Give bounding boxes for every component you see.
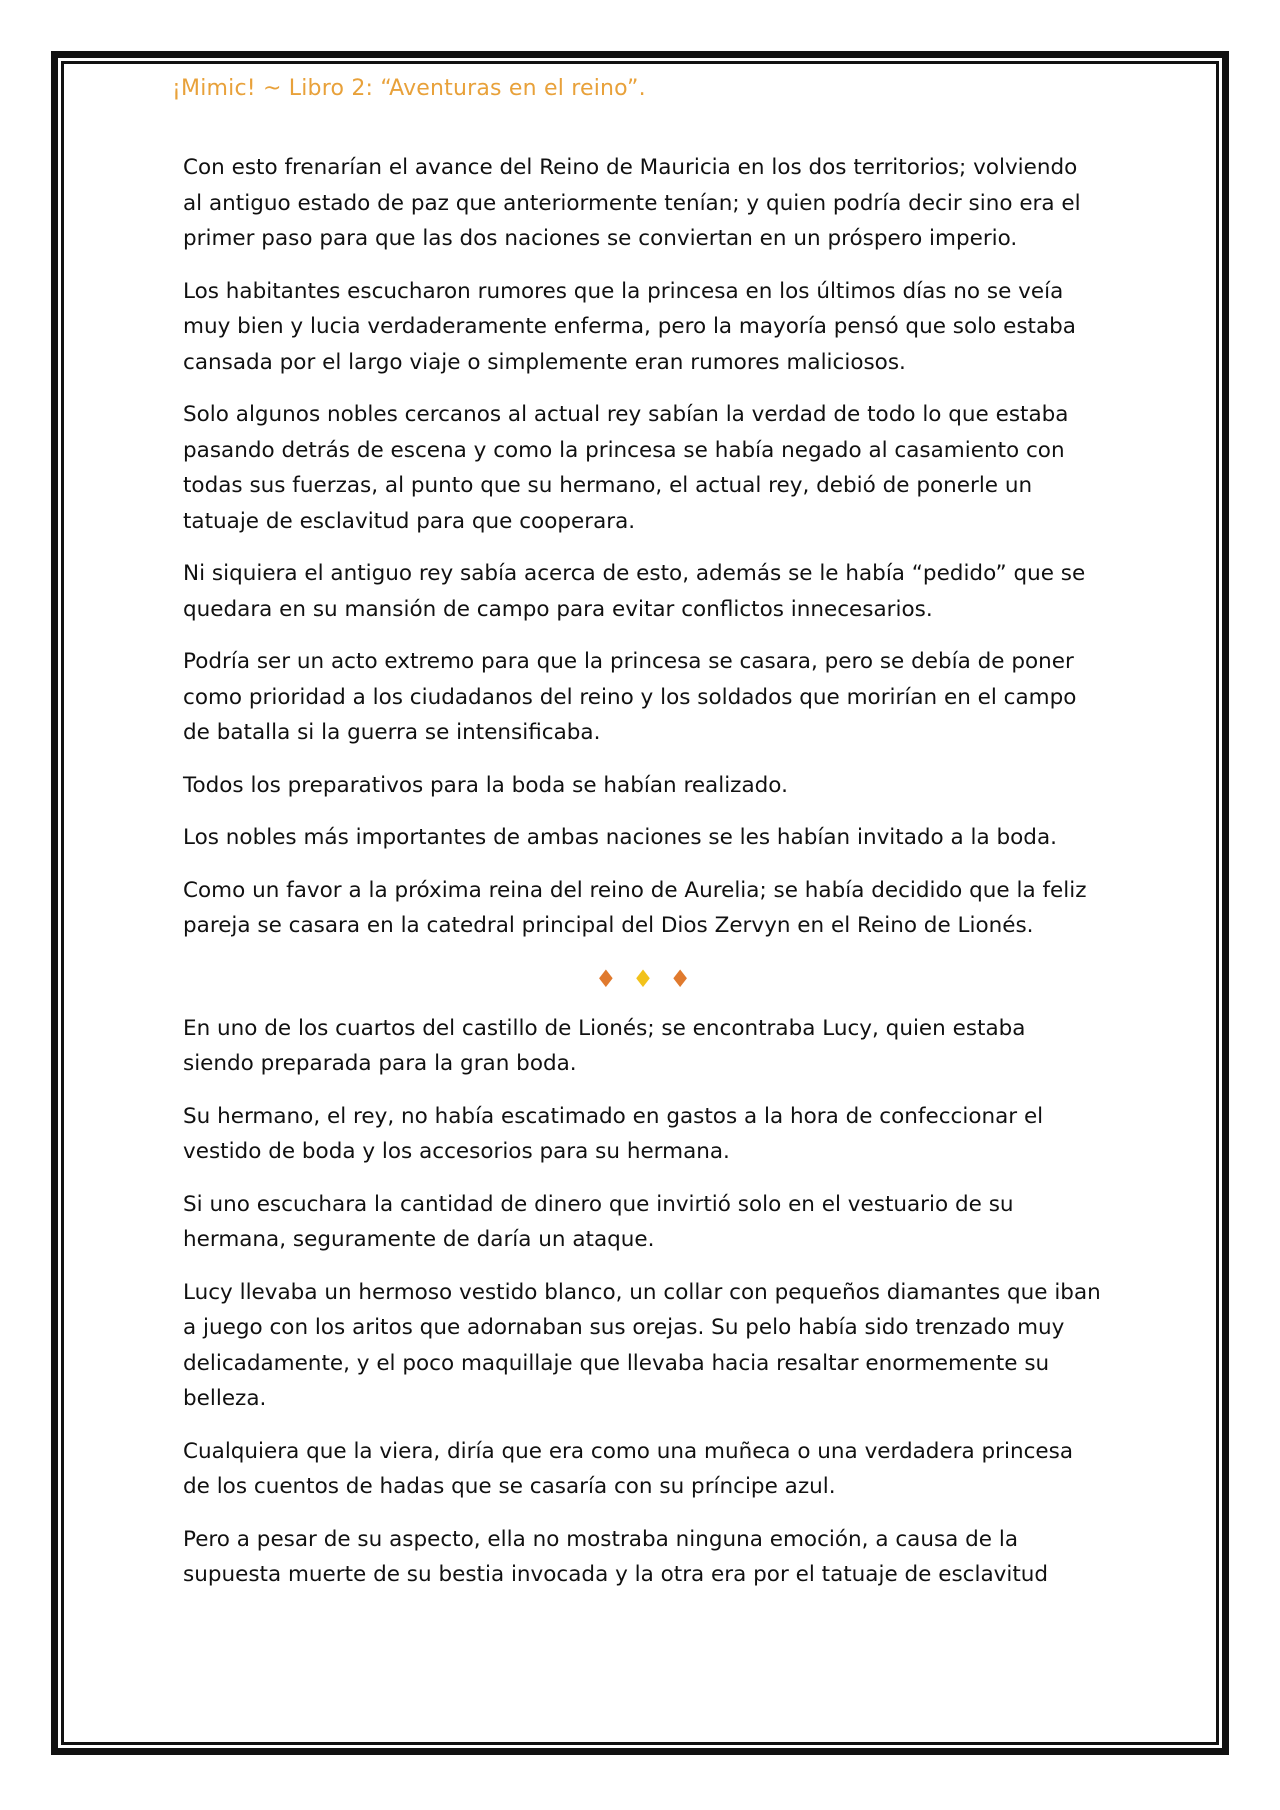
- diamond-icon: ♦: [669, 964, 691, 993]
- diamond-icon: ♦: [595, 964, 617, 993]
- body-text: [183, 150, 1103, 1610]
- paragraph: Los habitantes escucharon rumores que la princesa en los últimos días no se veía muy bien y lucia verdaderamente enferma, pero la mayoría pensó que solo estaba cansada por el largo viaje o simplemente eran rumores maliciosos.: [183, 278, 1076, 375]
- paragraph: Podría ser un acto extremo para que la princesa se casara, pero se debía de poner como prioridad a los ciudadanos del reino y los soldados que morirían en el campo de batalla si la guerra se intensificaba.: [183, 649, 1077, 745]
- paragraph: Como un favor a la próxima reina del reino de Aurelia; se había decidido que la feliz pareja se casara en la catedral principal del Dios Zervyn en el Reino de Lionés.: [183, 877, 1087, 938]
- running-header: ¡Mimic! ~ Libro 2: “Aventuras en el reino”.: [172, 76, 646, 101]
- scene-separator: [183, 961, 1103, 997]
- paragraph: Lucy llevaba un hermoso vestido blanco, un collar con pequeños diamantes que iban a juego con los aritos que adornaban sus orejas. Su pelo había sido trenzado muy delicadamente, y el poco maquillaje que llevaba hacia resaltar enormemente su belleza.: [183, 1279, 1101, 1411]
- paragraph: Pero a pesar de su aspecto, ella no mostraba ninguna emoción, a causa de la supuesta muerte de su bestia invocada y la otra era por el tatuaje de esclavitud: [183, 1526, 1049, 1587]
- paragraph: Cualquiera que la viera, diría que era como una muñeca o una verdadera princesa de los cuentos de hadas que se casaría con su príncipe azul.: [183, 1438, 1074, 1499]
- paragraph: Los nobles más importantes de ambas naciones se les habían invitado a la boda.: [183, 825, 1057, 850]
- paragraph: Solo algunos nobles cercanos al actual rey sabían la verdad de todo lo que estaba pasando detrás de escena y como la princesa se había negado al casamiento con todas sus fuerzas, al punto que su hermano, el actual rey, debió de ponerle un tatuaje de esclavitud para que cooperara.: [183, 402, 1069, 534]
- paragraph: Todos los preparativos para la boda se habían realizado.: [183, 772, 788, 798]
- paragraph: Ni siquiera el antiguo rey sabía acerca de esto, además se le había “pedido” que se quedara en su mansión de campo para evitar conflictos innecesarios.: [183, 561, 1086, 622]
- paragraph: Su hermano, el rey, no había escatimado en gastos a la hora de confeccionar el vestido de boda y los accesorios para su hermana.: [183, 1103, 1044, 1164]
- paragraph: En uno de los cuartos del castillo de Lionés; se encontraba Lucy, quien estaba siendo preparada para la gran boda.: [183, 1015, 1026, 1076]
- diamond-icon: ♦: [632, 964, 654, 993]
- paragraph: Si uno escuchara la cantidad de dinero que invirtió solo en el vestuario de su hermana, seguramente de daría un ataque.: [183, 1191, 1014, 1252]
- paragraph: Con esto frenarían el avance del Reino de Mauricia en los dos territorios; volviendo al antiguo estado de paz que anteriormente tenían; y quien podría decir sino era el primer paso para que las dos naciones se conviertan en un próspero imperio.: [183, 155, 1081, 251]
